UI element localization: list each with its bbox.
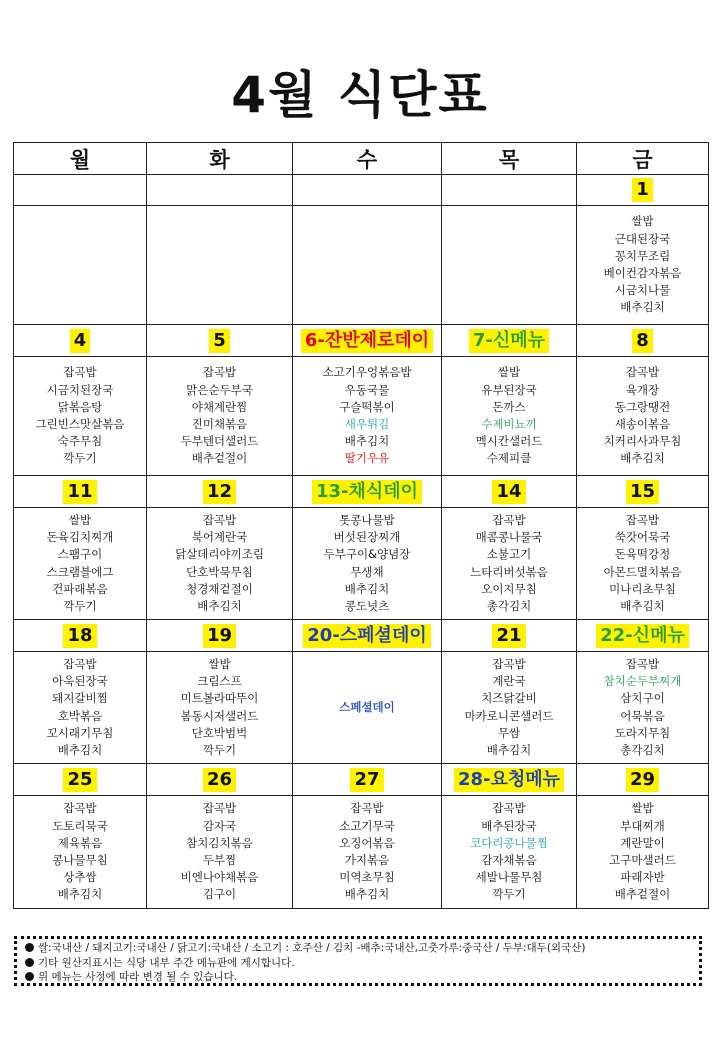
notice-text: 위 메뉴는 사정에 따라 변경 될 수 있습니다.: [38, 971, 238, 983]
date-label: 13-채식데이: [312, 480, 422, 504]
menu-cell: [147, 508, 293, 620]
menu-item: 수제비뇨끼: [481, 417, 537, 431]
menu-item: 스팸구이: [57, 547, 103, 562]
menu-item: 감자채볶음: [481, 853, 537, 867]
menu-item: 배추겉절이: [191, 451, 248, 466]
menu-item: 미역초무침: [339, 870, 395, 885]
menu-item: 돈까스: [492, 399, 526, 414]
notice-line: [25, 941, 691, 956]
menu-item: 잡곡밥: [492, 512, 526, 527]
menu-item: 파래자반: [620, 870, 665, 885]
bullet-icon: [25, 972, 34, 981]
date-cell: [14, 325, 147, 357]
date-cell: [442, 476, 577, 508]
date-cell: [293, 476, 442, 508]
date-label: 27: [350, 768, 383, 792]
date-cell: [442, 764, 577, 796]
menu-cell: [442, 508, 577, 620]
menu-cell: [442, 206, 577, 325]
menu-item: 가지볶음: [344, 853, 390, 867]
menu-item: 버섯된장찌개: [333, 530, 401, 545]
menu-item: 쌀밥: [68, 512, 92, 527]
date-label: 21: [492, 624, 525, 648]
menu-item: 계란국: [492, 674, 526, 689]
menu-cell: [442, 652, 577, 764]
menu-item: 배추김치: [486, 742, 532, 757]
date-label: 6-잔반제로데이: [301, 329, 433, 353]
menu-cell: [14, 508, 147, 620]
menu-item: 수제피클: [486, 451, 532, 466]
menu-item: 총각김치: [486, 598, 532, 613]
menu-item: 소불고기: [486, 547, 532, 562]
notice-line: [25, 970, 691, 985]
menu-item: 도토리묵국: [52, 818, 108, 833]
bullet-icon: [25, 943, 34, 952]
menu-item: 잡곡밥: [202, 512, 237, 527]
menu-item: 톳콩나물밥: [339, 512, 395, 527]
date-cell: [147, 764, 293, 796]
menu-item: 치즈닭갈비: [481, 691, 537, 706]
menu-item: 상추쌈: [63, 870, 97, 885]
menu-item: 배추김치: [344, 434, 390, 449]
menu-item: 잡곡밥: [202, 801, 237, 816]
date-cell: [577, 175, 709, 206]
menu-item: 고구마샐러드: [609, 853, 676, 867]
notice-text: 기타 원산지표시는 식당 내부 주간 메뉴판에 게시합니다.: [38, 956, 295, 969]
menu-cell: [577, 206, 709, 325]
menu-row: [14, 652, 709, 764]
menu-item: 쌀밥: [497, 365, 521, 380]
date-label: 4: [70, 329, 91, 353]
menu-item: 우동국물: [344, 382, 390, 397]
menu-item: 스페셜데이: [339, 699, 395, 714]
menu-row: [14, 357, 709, 476]
menu-item: 비엔나야채볶음: [180, 870, 259, 885]
menu-item: 아욱된장국: [52, 674, 108, 689]
menu-item: 콩도넛츠: [344, 598, 390, 613]
menu-item: 배추김치: [620, 598, 665, 613]
bullet-icon: [25, 958, 34, 967]
menu-item: 두부찜: [202, 853, 237, 867]
menu-item: 부대찌개: [620, 818, 665, 833]
menu-item: 잡곡밥: [63, 365, 97, 380]
date-cell: [442, 620, 577, 652]
menu-item: 꼬시래기무침: [46, 725, 114, 740]
menu-item: 총각김치: [620, 742, 665, 757]
menu-item: 시금치된장국: [46, 382, 114, 397]
menu-item: 배추김치: [57, 742, 103, 757]
menu-item: 배추겉절이: [614, 887, 671, 902]
menu-cell: [147, 796, 293, 909]
date-cell: [293, 175, 442, 206]
menu-item: 북어계란국: [191, 530, 248, 545]
notice-text: 쌀:국내산 / 돼지고기:국내산 / 닭고기:국내산 / 소고기 : 호주산 / 김치 -배추:국내산,고춧가루:중국산 / 두부:대두(외국산): [38, 942, 586, 954]
menu-item: 시금치나물: [614, 283, 671, 298]
menu-item: 배추김치: [620, 300, 665, 315]
menu-item: 참치순두부찌개: [603, 674, 682, 689]
menu-item: 배추김치: [57, 887, 103, 902]
menu-cell: [293, 508, 442, 620]
menu-item: 베이컨감자볶음: [603, 266, 682, 280]
menu-item: 스크램블에그: [46, 564, 114, 579]
date-cell: [147, 620, 293, 652]
menu-cell: [442, 796, 577, 909]
menu-cell: [14, 652, 147, 764]
menu-item: 소고기우엉볶음밥: [322, 365, 412, 380]
menu-item: 쌀밥: [631, 801, 654, 816]
menu-row: [14, 206, 709, 325]
weekday-header: 수: [293, 143, 442, 175]
notice-line: [25, 956, 691, 971]
date-row: [14, 476, 709, 508]
menu-item: 깍두기: [63, 598, 97, 613]
menu-item: 깍두기: [492, 887, 526, 902]
menu-item: 돼지갈비찜: [52, 691, 108, 706]
date-cell: [577, 764, 709, 796]
menu-item: 느타리버섯볶음: [470, 564, 548, 579]
menu-item: 새우튀김: [344, 417, 390, 431]
date-row: [14, 620, 709, 652]
menu-item: 매콤콩나물국: [475, 530, 543, 545]
date-label: 15: [626, 480, 659, 504]
menu-item: 단호박범벅: [191, 725, 248, 740]
menu-item: 단호박묵무침: [186, 564, 253, 579]
menu-cell: [442, 357, 577, 476]
menu-item: 깍두기: [63, 451, 97, 466]
weekday-header: 목: [442, 143, 577, 175]
menu-item: 무쌈: [497, 725, 521, 740]
menu-item: 딸기우유: [344, 451, 390, 466]
menu-item: 닭살데리야끼조림: [175, 547, 264, 562]
menu-item: 꽁치무조림: [614, 248, 671, 263]
date-cell: [14, 620, 147, 652]
weekday-header: 월: [14, 143, 147, 175]
date-cell: [293, 620, 442, 652]
menu-item: 도라지무침: [614, 725, 671, 740]
menu-item: 코다리콩나물찜: [470, 835, 548, 850]
menu-item: 잡곡밥: [202, 365, 237, 380]
menu-item: 건파래볶음: [52, 581, 108, 596]
menu-item: 두부구이&양념장: [323, 547, 411, 562]
menu-cell: [147, 652, 293, 764]
date-label: 14: [492, 480, 525, 504]
menu-item: 새송이볶음: [614, 417, 671, 431]
menu-item: 어묵볶음: [620, 708, 665, 723]
menu-item: 감자국: [202, 818, 237, 833]
menu-item: 잡곡밥: [625, 656, 660, 671]
date-label: 25: [63, 768, 96, 792]
weekday-header-row: [14, 143, 709, 175]
date-cell: [577, 476, 709, 508]
menu-item: 맑은순두부국: [186, 382, 253, 397]
menu-item: 육개장: [625, 382, 660, 397]
date-label: 26: [203, 768, 236, 792]
menu-item: 콩나물무침: [52, 853, 108, 867]
menu-item: 치커리사과무침: [603, 434, 682, 449]
meal-calendar-table: [13, 142, 709, 909]
menu-item: 잡곡밥: [625, 512, 660, 527]
date-label: 8: [632, 329, 653, 353]
menu-cell: [577, 357, 709, 476]
menu-item: 잡곡밥: [492, 801, 526, 816]
menu-item: 숙주무침: [57, 434, 103, 449]
menu-item: 오이지무침: [481, 581, 537, 596]
menu-item: 쌀밥: [208, 656, 231, 671]
menu-row: [14, 796, 709, 909]
menu-item: 잡곡밥: [625, 365, 660, 380]
menu-item: 참치김치볶음: [186, 835, 253, 850]
menu-item: 무생채: [350, 564, 384, 579]
menu-cell: [147, 357, 293, 476]
date-label: 29: [626, 768, 659, 792]
date-cell: [147, 476, 293, 508]
menu-cell: [293, 357, 442, 476]
date-row: [14, 325, 709, 357]
weekday-header: 금: [577, 143, 709, 175]
date-row: [14, 175, 709, 206]
date-cell: [293, 325, 442, 357]
date-cell: [14, 764, 147, 796]
menu-item: 동그랑땡전: [614, 399, 671, 414]
menu-item: 제육볶음: [57, 835, 103, 850]
page-title: 4월 식단표: [231, 66, 489, 124]
menu-item: 세발나물무침: [475, 870, 543, 885]
menu-item: 돈육김치찌개: [46, 530, 114, 545]
menu-item: 잡곡밥: [63, 656, 97, 671]
menu-item: 봄동시저샐러드: [180, 708, 259, 723]
menu-item: 배추김치: [344, 887, 390, 902]
menu-item: 잡곡밥: [492, 656, 526, 671]
menu-item: 유부된장국: [481, 382, 537, 397]
menu-item: 닭볶음탕: [57, 399, 103, 414]
weekday-header: 화: [147, 143, 293, 175]
menu-item: 김구이: [202, 887, 237, 902]
date-cell: [14, 476, 147, 508]
date-label: 20-스페셜데이: [303, 624, 430, 648]
menu-item: 잡곡밥: [63, 801, 97, 816]
menu-cell: [577, 508, 709, 620]
menu-item: 멕시칸샐러드: [475, 434, 543, 449]
origin-notice-box: [14, 936, 702, 986]
menu-item: 근대된장국: [614, 231, 671, 246]
menu-item: 배추된장국: [481, 818, 537, 833]
date-label: 7-신메뉴: [469, 329, 549, 353]
date-cell: [293, 764, 442, 796]
menu-item: 크림스프: [197, 674, 242, 689]
date-label: 19: [203, 624, 236, 648]
menu-item: 그린빈스맛살볶음: [35, 417, 125, 431]
menu-item: 호박볶음: [57, 708, 103, 723]
menu-item: 야채계란찜: [191, 399, 248, 414]
date-cell: [147, 175, 293, 206]
date-label: 18: [63, 624, 96, 648]
menu-cell: [577, 796, 709, 909]
menu-row: [14, 508, 709, 620]
menu-cell: [293, 796, 442, 909]
date-cell: [14, 175, 147, 206]
menu-item: 오징어볶음: [339, 835, 395, 850]
menu-cell: [14, 357, 147, 476]
menu-cell: [577, 652, 709, 764]
menu-item: 깍두기: [202, 742, 237, 757]
date-label: 22-신메뉴: [596, 624, 689, 648]
menu-item: 미트볼라따뚜이: [180, 691, 259, 706]
menu-item: 소고기무국: [339, 818, 395, 833]
menu-item: 미나리초무침: [609, 581, 676, 596]
menu-item: 돈육떡강정: [614, 547, 671, 562]
menu-item: 잡곡밥: [350, 801, 384, 816]
date-label: 12: [203, 480, 236, 504]
menu-item: 삼치구이: [620, 691, 665, 706]
date-label: 28-요청메뉴: [454, 768, 564, 792]
menu-item: 배추김치: [620, 451, 665, 466]
menu-item: 청경채겉절이: [186, 581, 253, 596]
date-cell: [577, 325, 709, 357]
menu-item: 계란말이: [620, 835, 665, 850]
menu-item: 아몬드멸치볶음: [603, 564, 682, 579]
menu-cell: [147, 206, 293, 325]
menu-cell: [293, 652, 442, 764]
menu-cell: [14, 796, 147, 909]
date-cell: [442, 325, 577, 357]
menu-item: 쑥갓어묵국: [614, 530, 671, 545]
date-cell: [577, 620, 709, 652]
menu-cell: [293, 206, 442, 325]
menu-item: 마카로니콘샐러드: [464, 708, 554, 723]
menu-item: 배추김치: [197, 598, 242, 613]
date-label: 5: [209, 329, 230, 353]
date-label: 11: [63, 480, 96, 504]
menu-item: 두부텐더샐러드: [180, 434, 259, 449]
date-cell: [442, 175, 577, 206]
menu-item: 구슬떡볶이: [339, 399, 395, 414]
date-label: 1: [632, 178, 653, 202]
menu-cell: [14, 206, 147, 325]
menu-item: 진미채볶음: [191, 417, 248, 431]
date-row: [14, 764, 709, 796]
date-cell: [147, 325, 293, 357]
menu-item: 쌀밥: [631, 214, 654, 229]
menu-item: 배추김치: [344, 581, 390, 596]
